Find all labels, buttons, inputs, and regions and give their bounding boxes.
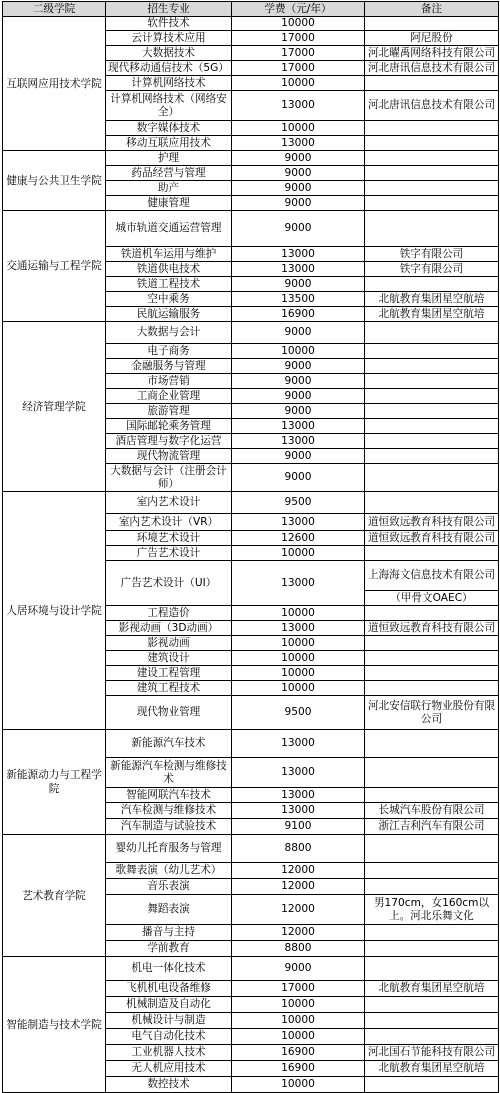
fee-cell: 9000 — [232, 181, 365, 196]
college-cell: 交通运输与工程学院 — [3, 211, 106, 322]
note-cell: 铁字有限公司 — [365, 262, 499, 277]
major-cell: 影视动画 — [106, 636, 232, 651]
fee-cell: 9500 — [232, 696, 365, 730]
note-cell — [365, 681, 499, 696]
note-cell — [365, 136, 499, 151]
major-cell: 软件技术 — [106, 17, 232, 31]
major-cell: 城市轨道交通运营管理 — [106, 211, 232, 247]
major-cell: 影视动画（3D动画） — [106, 621, 232, 636]
fee-cell: 10000 — [232, 651, 365, 666]
fee-cell: 13000 — [232, 136, 365, 151]
fee-cell: 13000 — [232, 730, 365, 758]
major-cell: 现代物业管理 — [106, 696, 232, 730]
fee-cell: 17000 — [232, 61, 365, 76]
major-cell: 智能网联汽车技术 — [106, 788, 232, 803]
note-cell — [365, 863, 499, 879]
fee-cell: 9000 — [232, 374, 365, 389]
major-cell: 市场营销 — [106, 374, 232, 389]
fee-cell: 9100 — [232, 819, 365, 835]
fee-cell: 9000 — [232, 196, 365, 211]
major-cell: 铁道机车运用与维护 — [106, 247, 232, 262]
major-cell: 汽车制造与试验技术 — [106, 819, 232, 835]
major-cell: 药品经营与管理 — [106, 166, 232, 181]
note-cell: 长城汽车股份有限公司 — [365, 803, 499, 819]
note-cell: 北航教育集团星空航培 — [365, 1061, 499, 1077]
fee-cell: 13000 — [232, 247, 365, 262]
fee-cell: 13000 — [232, 803, 365, 819]
major-cell: 工程造价 — [106, 606, 232, 621]
note-cell: 北航教育集团星空航培 — [365, 307, 499, 322]
note-cell: 河北曜禹网络科技有限公司 — [365, 46, 499, 61]
header-fee: 学费（元/年） — [232, 2, 365, 17]
table-body — [3, 17, 499, 1093]
note-cell — [365, 464, 499, 492]
major-cell: 护理 — [106, 151, 232, 166]
note-cell — [365, 546, 499, 561]
fee-cell: 8800 — [232, 941, 365, 957]
fee-cell: 9000 — [232, 389, 365, 404]
major-cell: 工业机器人技术 — [106, 1045, 232, 1061]
table-row — [3, 322, 499, 344]
major-cell: 无人机应用技术 — [106, 1061, 232, 1077]
major-cell: 国际邮轮乘务管理 — [106, 419, 232, 434]
fee-cell: 13000 — [232, 621, 365, 636]
note-cell: 河北唐讯信息技术有限公司 — [365, 61, 499, 76]
fee-cell: 12600 — [232, 531, 365, 546]
fee-cell: 9000 — [232, 151, 365, 166]
college-cell: 智能制造与技术学院 — [3, 957, 106, 1093]
note-cell: 阿尼股份 — [365, 31, 499, 46]
table-row — [3, 211, 499, 247]
major-cell: 云计算技术应用 — [106, 31, 232, 46]
major-cell: 大数据与会计（注册会计师） — [106, 464, 232, 492]
fee-cell: 10000 — [232, 1013, 365, 1029]
fee-cell: 13000 — [232, 434, 365, 449]
header-major: 招生专业 — [106, 2, 232, 17]
note-cell — [365, 344, 499, 359]
note-cell — [365, 925, 499, 941]
fee-cell: 10000 — [232, 121, 365, 136]
fee-cell: 9000 — [232, 277, 365, 292]
note-cell — [365, 322, 499, 344]
major-cell: 大数据技术 — [106, 46, 232, 61]
major-cell: 移动互联应用技术 — [106, 136, 232, 151]
note-cell — [365, 449, 499, 464]
note-cell: 北航教育集团星空航培 — [365, 292, 499, 307]
major-cell: 健康管理 — [106, 196, 232, 211]
note-cell — [365, 76, 499, 91]
fee-cell: 10000 — [232, 76, 365, 91]
major-cell: 数控技术 — [106, 1077, 232, 1093]
major-cell: 新能源汽车检测与维修技术 — [106, 758, 232, 788]
fee-cell: 13000 — [232, 514, 365, 531]
major-cell: 建筑设计 — [106, 651, 232, 666]
table-row — [3, 151, 499, 166]
tuition-table — [2, 1, 499, 1093]
fee-cell: 16900 — [232, 1045, 365, 1061]
major-cell: 酒店管理与数字化运营 — [106, 434, 232, 449]
major-cell: 广告艺术设计 — [106, 546, 232, 561]
table-row — [3, 957, 499, 981]
fee-cell: 8800 — [232, 835, 365, 863]
note-cell — [365, 196, 499, 211]
fee-cell: 16900 — [232, 307, 365, 322]
college-cell: 艺术教育学院 — [3, 835, 106, 957]
fee-cell: 9000 — [232, 322, 365, 344]
note-cell — [365, 666, 499, 681]
note-line: （甲骨文OAEC） — [390, 591, 473, 604]
major-cell: 机电一体化技术 — [106, 957, 232, 981]
note-cell — [365, 606, 499, 621]
fee-cell: 9500 — [232, 492, 365, 514]
header-note: 备注 — [365, 2, 499, 17]
note-line: 上海海文信息技术有限公司 — [365, 561, 498, 591]
note-cell — [365, 730, 499, 758]
note-cell: 北航教育集团星空航培 — [365, 981, 499, 997]
major-cell: 电子商务 — [106, 344, 232, 359]
note-cell — [365, 434, 499, 449]
fee-cell: 10000 — [232, 1077, 365, 1093]
note-cell — [365, 277, 499, 292]
fee-cell: 10000 — [232, 606, 365, 621]
fee-cell: 9000 — [232, 449, 365, 464]
major-cell: 广告艺术设计（UI） — [106, 561, 232, 606]
fee-cell: 16900 — [232, 1061, 365, 1077]
college-cell: 人居环境与设计学院 — [3, 492, 106, 730]
note-cell — [365, 121, 499, 136]
header-college: 二级学院 — [3, 2, 106, 17]
major-cell: 计算机网络技术 — [106, 76, 232, 91]
major-cell: 机械设计与制造 — [106, 1013, 232, 1029]
note-cell — [365, 957, 499, 981]
major-cell: 建设工程管理 — [106, 666, 232, 681]
college-cell: 新能源动力与工程学院 — [3, 730, 106, 835]
note-cell — [365, 1029, 499, 1045]
fee-cell: 10000 — [232, 344, 365, 359]
fee-cell: 17000 — [232, 981, 365, 997]
fee-cell: 12000 — [232, 863, 365, 879]
major-cell: 现代移动通信技术（5G） — [106, 61, 232, 76]
fee-cell: 10000 — [232, 681, 365, 696]
note-cell: 河北安信联行物业股份有限公司 — [365, 696, 499, 730]
note-cell — [365, 492, 499, 514]
fee-cell: 17000 — [232, 46, 365, 61]
note-cell: 男170cm，女160cm以上。河北乐舞文化 — [365, 895, 499, 925]
fee-cell: 10000 — [232, 1029, 365, 1045]
fee-cell: 9000 — [232, 166, 365, 181]
fee-cell: 13000 — [232, 788, 365, 803]
fee-cell: 10000 — [232, 666, 365, 681]
major-cell: 室内艺术设计（VR） — [106, 514, 232, 531]
note-cell — [365, 997, 499, 1013]
major-cell: 大数据与会计 — [106, 322, 232, 344]
fee-cell: 13000 — [232, 262, 365, 277]
fee-cell: 9000 — [232, 464, 365, 492]
note-cell — [365, 404, 499, 419]
major-cell: 汽车检测与维修技术 — [106, 803, 232, 819]
note-cell: 浙江吉利汽车有限公司 — [365, 819, 499, 835]
note-cell — [365, 879, 499, 895]
note-cell — [365, 788, 499, 803]
note-cell — [365, 151, 499, 166]
college-cell: 经济管理学院 — [3, 322, 106, 492]
major-cell: 金融服务与管理 — [106, 359, 232, 374]
fee-cell: 10000 — [232, 997, 365, 1013]
major-cell: 机械制造及自动化 — [106, 997, 232, 1013]
note-cell: 道恒致远教育科技有限公司 — [365, 531, 499, 546]
major-cell: 舞蹈表演 — [106, 895, 232, 925]
major-cell: 铁道供电技术 — [106, 262, 232, 277]
major-cell: 电气自动化技术 — [106, 1029, 232, 1045]
table-row — [3, 730, 499, 758]
college-cell: 互联网应用技术学院 — [3, 17, 106, 151]
fee-cell: 13000 — [232, 419, 365, 434]
note-cell: 河北唐讯信息技术有限公司 — [365, 91, 499, 121]
college-cell: 健康与公共卫生学院 — [3, 151, 106, 211]
note-cell — [365, 561, 499, 606]
note-cell — [365, 211, 499, 247]
table-row — [3, 492, 499, 514]
note-cell — [365, 419, 499, 434]
note-cell — [365, 1013, 499, 1029]
major-cell: 婴幼儿托育服务与管理 — [106, 835, 232, 863]
note-cell — [365, 1077, 499, 1093]
note-cell — [365, 389, 499, 404]
major-cell: 现代物流管理 — [106, 449, 232, 464]
note-cell: 河北国石节能科技有限公司 — [365, 1045, 499, 1061]
table-row — [3, 835, 499, 863]
major-cell: 计算机网络技术（网络安全） — [106, 91, 232, 121]
major-cell: 环境艺术设计 — [106, 531, 232, 546]
fee-cell: 12000 — [232, 925, 365, 941]
note-cell — [365, 636, 499, 651]
note-cell — [365, 17, 499, 31]
table-row — [3, 17, 499, 31]
note-cell: 铁字有限公司 — [365, 247, 499, 262]
note-cell: 道恒致远教育科技有限公司 — [365, 514, 499, 531]
fee-cell: 9000 — [232, 359, 365, 374]
major-cell: 工商企业管理 — [106, 389, 232, 404]
major-cell: 室内艺术设计 — [106, 492, 232, 514]
major-cell: 铁道工程技术 — [106, 277, 232, 292]
note-cell — [365, 651, 499, 666]
fee-cell: 13500 — [232, 292, 365, 307]
note-cell — [365, 166, 499, 181]
major-cell: 音乐表演 — [106, 879, 232, 895]
major-cell: 歌舞表演（幼儿艺术） — [106, 863, 232, 879]
fee-cell: 13000 — [232, 91, 365, 121]
fee-cell: 10000 — [232, 546, 365, 561]
fee-cell: 9000 — [232, 404, 365, 419]
fee-cell: 9000 — [232, 211, 365, 247]
major-cell: 播音与主持 — [106, 925, 232, 941]
major-cell: 空中乘务 — [106, 292, 232, 307]
major-cell: 民航运输服务 — [106, 307, 232, 322]
note-cell — [365, 181, 499, 196]
fee-cell: 10000 — [232, 17, 365, 31]
fee-cell: 12000 — [232, 879, 365, 895]
header-row — [3, 2, 499, 17]
fee-cell: 17000 — [232, 31, 365, 46]
note-cell — [365, 374, 499, 389]
note-cell: 道恒致远教育科技有限公司 — [365, 621, 499, 636]
fee-cell: 13000 — [232, 561, 365, 606]
note-cell — [365, 359, 499, 374]
note-cell — [365, 758, 499, 788]
major-cell: 助产 — [106, 181, 232, 196]
major-cell: 旅游管理 — [106, 404, 232, 419]
fee-cell: 13000 — [232, 758, 365, 788]
fee-cell: 12000 — [232, 895, 365, 925]
fee-cell: 9000 — [232, 957, 365, 981]
fee-cell: 10000 — [232, 636, 365, 651]
major-cell: 飞机机电设备维修 — [106, 981, 232, 997]
note-cell — [365, 941, 499, 957]
major-cell: 新能源汽车技术 — [106, 730, 232, 758]
major-cell: 建筑工程技术 — [106, 681, 232, 696]
major-cell: 学前教育 — [106, 941, 232, 957]
major-cell: 数字媒体技术 — [106, 121, 232, 136]
note-cell — [365, 835, 499, 863]
